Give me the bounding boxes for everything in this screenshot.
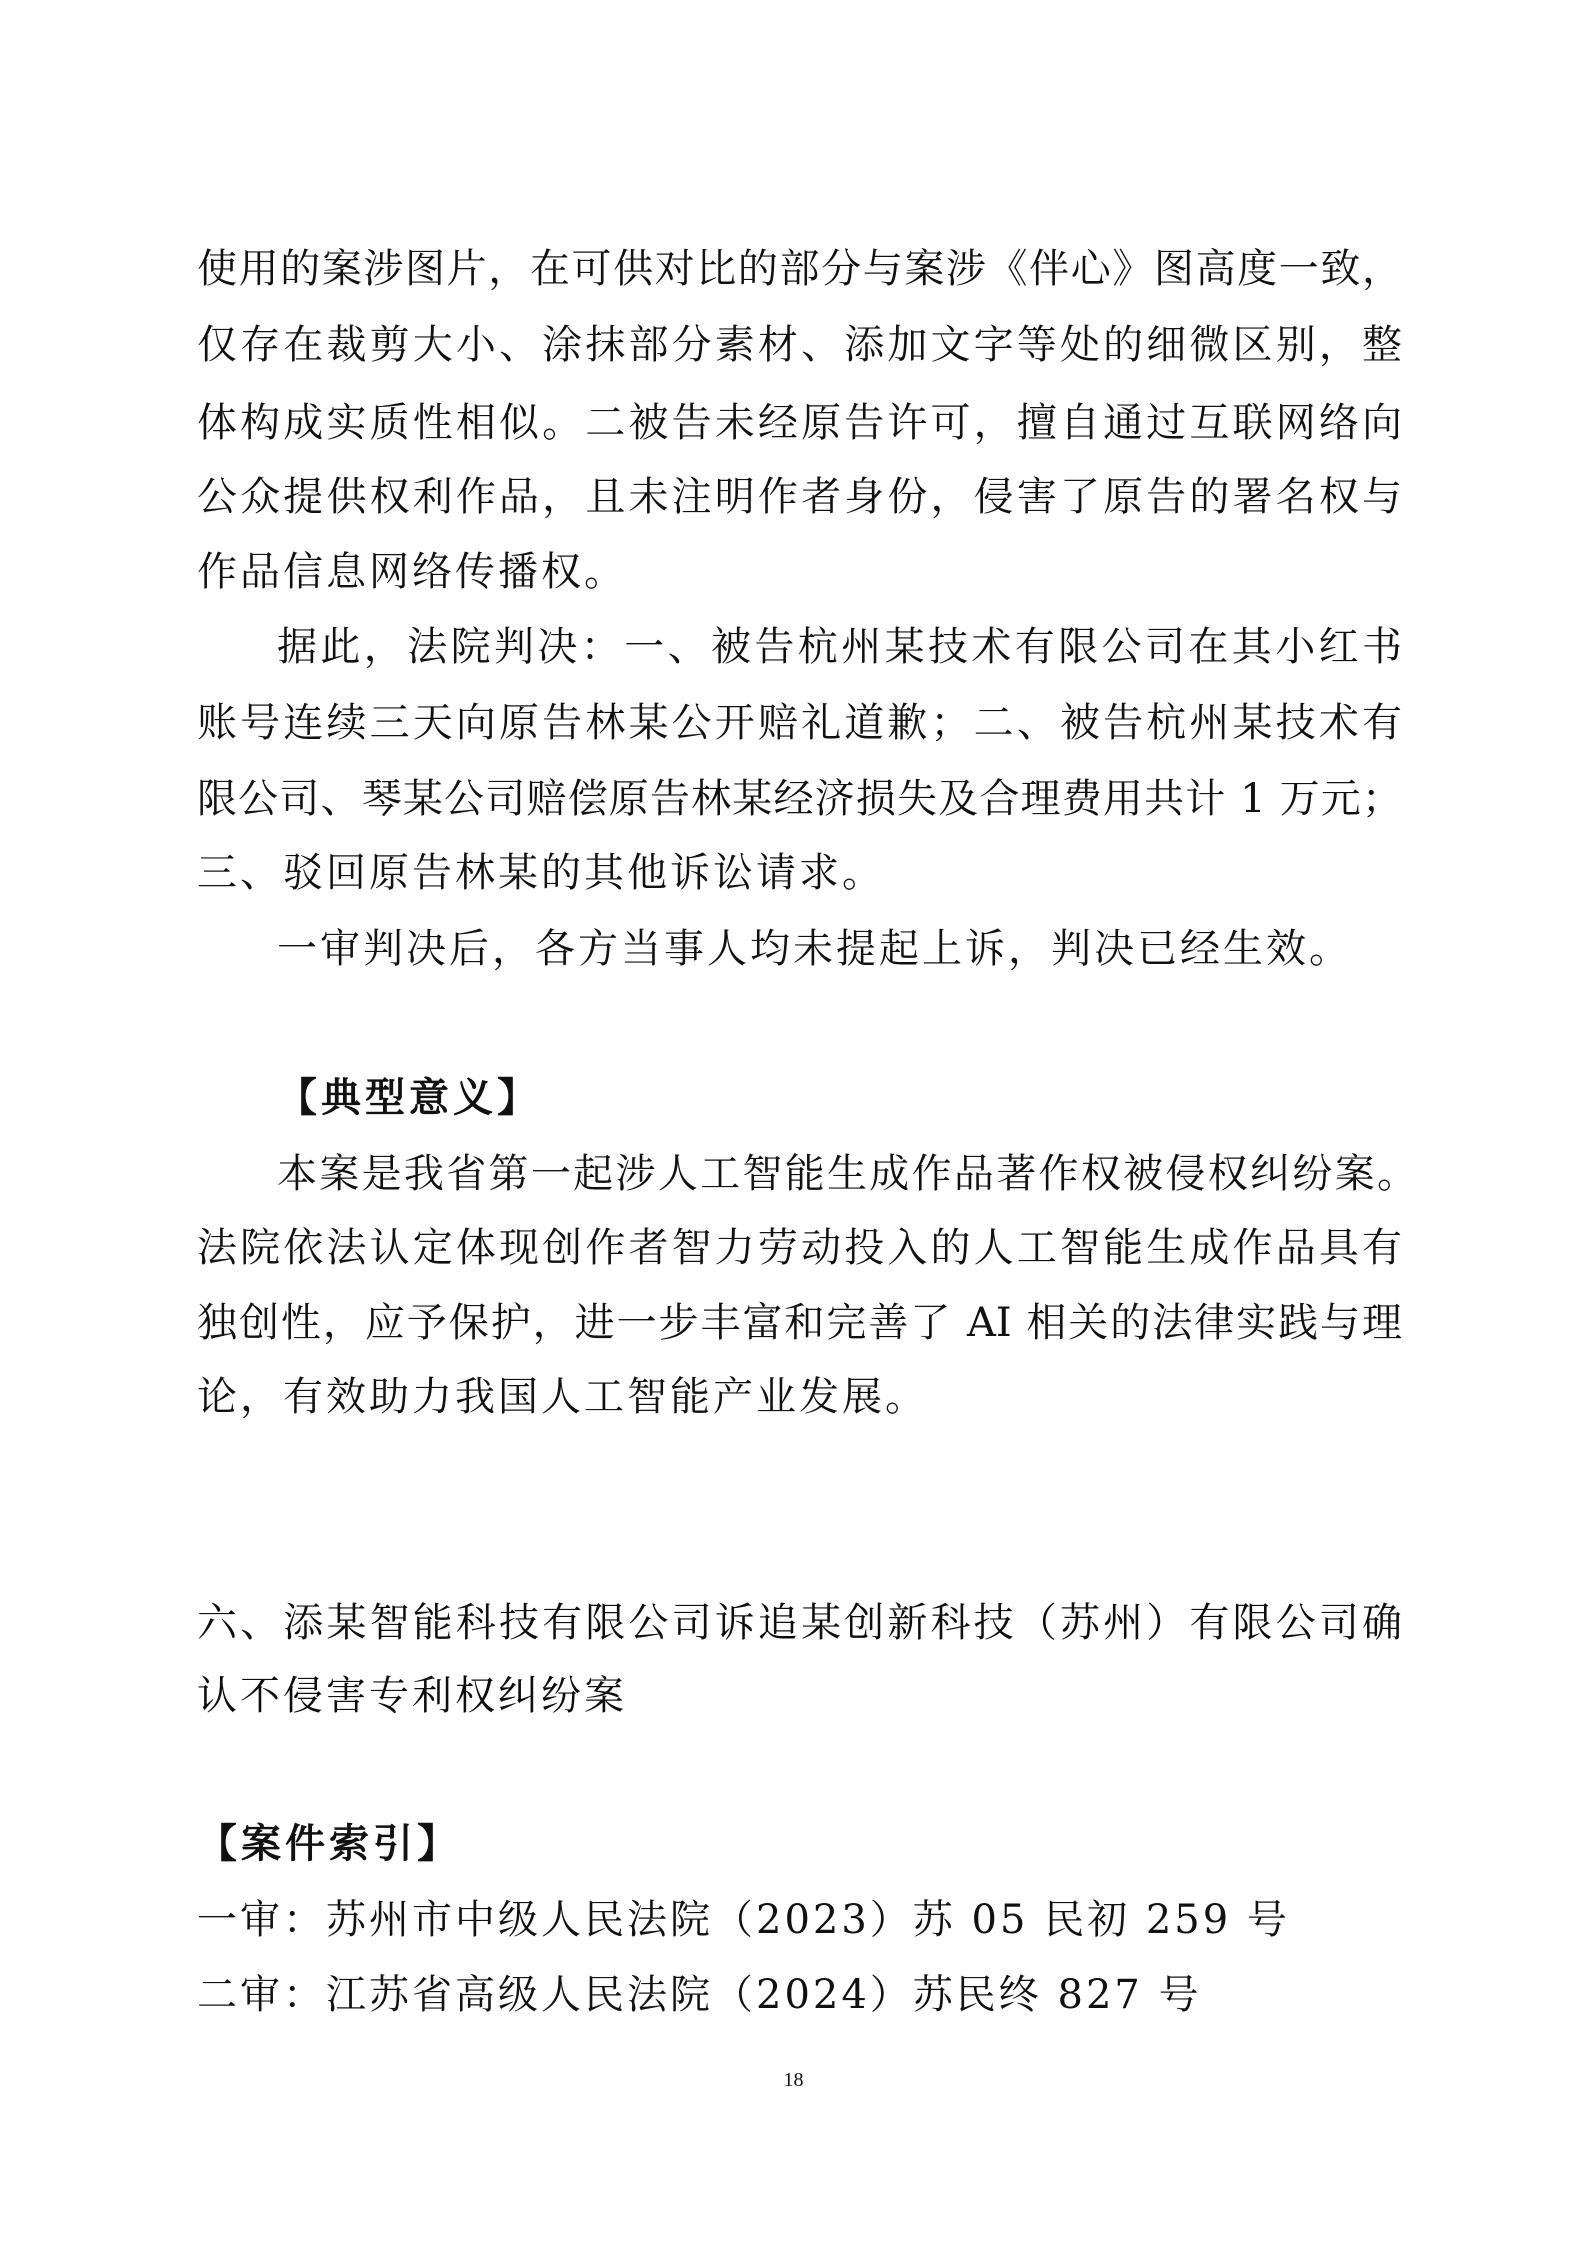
paragraph-line: 三、驳回原告林某的其他诉讼请求。 [197, 850, 885, 896]
paragraph-line: 独创性，应予保护，进一步丰富和完善了 AI 相关的法律实践与理 [197, 1300, 1402, 1346]
paragraph-line: 本案是我省第一起涉人工智能生成作品著作权被侵权纠纷案。 [277, 1151, 1417, 1197]
paragraph-line: 账号连续三天向原告林某公开赔礼道歉；二、被告杭州某技术有 [197, 700, 1402, 746]
paragraph-line: 限公司、琴某公司赔偿原告林某经济损失及合理费用共计 1 万元； [197, 776, 1402, 822]
paragraph-line: 论，有效助力我国人工智能产业发展。 [197, 1374, 928, 1420]
case-title-line: 认不侵害专利权纠纷案 [197, 1673, 627, 1719]
page-number: 18 [783, 2069, 804, 2091]
paragraph-line: 作品信息网络传播权。 [197, 549, 627, 595]
first-instance-reference: 一审：苏州市中级人民法院（2023）苏 05 民初 259 号 [197, 1897, 1290, 1943]
paragraph-line: 仅存在裁剪大小、涂抹部分素材、添加文字等处的细微区别，整 [197, 322, 1402, 368]
case-index-heading: 【案件索引】 [197, 1821, 461, 1867]
paragraph-line: 体构成实质性相似。二被告未经原告许可，擅自通过互联网络向 [197, 400, 1402, 446]
paragraph-line: 一审判决后，各方当事人均未提起上诉，判决已经生效。 [277, 926, 1352, 972]
paragraph-line: 法院依法认定体现创作者智力劳动投入的人工智能生成作品具有 [197, 1225, 1402, 1271]
case-title-line: 六、添某智能科技有限公司诉追某创新科技（苏州）有限公司确 [197, 1600, 1402, 1646]
paragraph-line: 据此，法院判决：一、被告杭州某技术有限公司在其小红书 [277, 624, 1402, 670]
significance-heading: 【典型意义】 [277, 1075, 541, 1121]
paragraph-line: 使用的案涉图片，在可供对比的部分与案涉《伴心》图高度一致， [197, 246, 1402, 292]
paragraph-line: 公众提供权利作品，且未注明作者身份，侵害了原告的署名权与 [197, 474, 1402, 520]
second-instance-reference: 二审：江苏省高级人民法院（2024）苏民终 827 号 [197, 1972, 1202, 2018]
